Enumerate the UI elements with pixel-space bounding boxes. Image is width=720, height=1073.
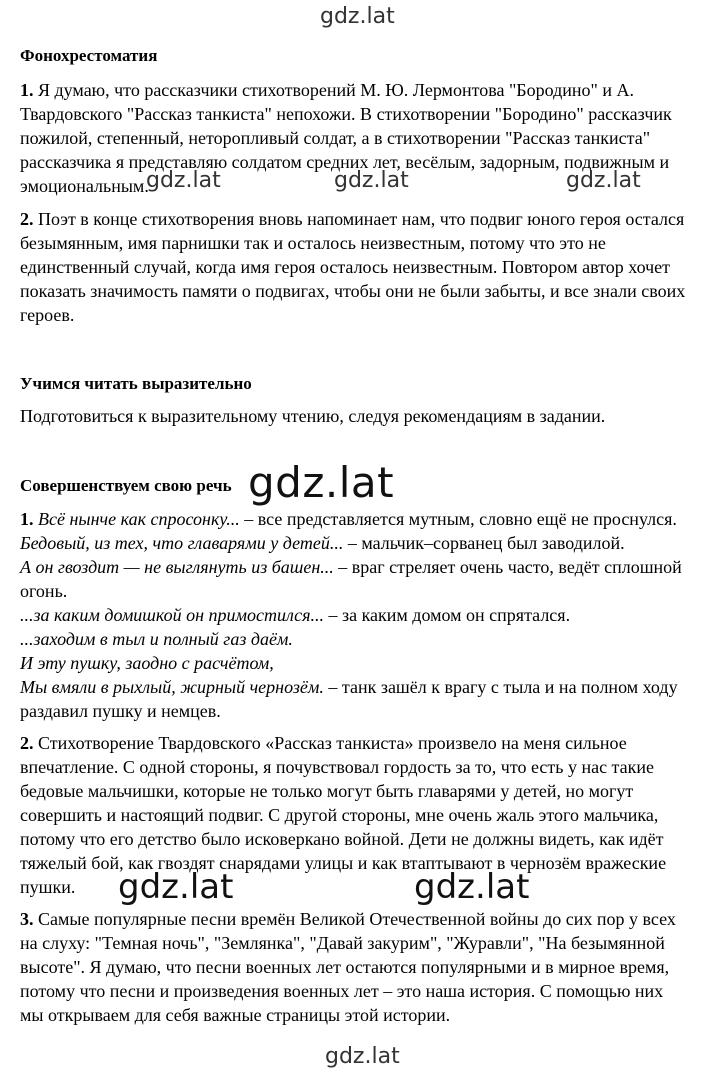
text-line: Стихотворение Твардовского «Рассказ танкиста» произвело на меня сильное <box>38 733 627 753</box>
reading-text <box>20 404 692 428</box>
section-heading-phono: Фонохрестоматия <box>20 46 158 65</box>
watermark: gdz.lat <box>334 168 409 193</box>
section-heading-speech: Совершенствуем свою речь <box>20 476 232 495</box>
text-line: пушки. <box>20 877 76 897</box>
quote-italic: Бедовый, из тех, что главарями у детей... <box>20 533 344 553</box>
text-line: потому что его детство было исковеркано войной. Дети не должны видеть, как идёт <box>20 829 664 849</box>
section-heading-reading: Учимся читать выразительно <box>20 374 252 393</box>
text-line: эмоциональным. <box>20 176 149 196</box>
quote-italic: ...заходим в тыл и полный газ даём. <box>20 629 293 649</box>
text-line: совершить и настоящий подвиг. С другой стороны, мне очень жаль этого мальчика, <box>20 805 659 825</box>
watermark: gdz.lat <box>414 867 530 907</box>
item-number: 2. <box>20 733 34 753</box>
speech-item-3 <box>20 907 692 1027</box>
text-line: тяжелый бой, как гвоздят снарядами улицы и как втаптывают в чернозём вражеские <box>20 853 667 873</box>
text-line: на слуху: "Темная ночь", "Землянка", "Давай закурим", "Журавли", "На безымянной <box>20 933 665 953</box>
text-line: Самые популярные песни времён Великой Отечественной войны до сих пор у всех <box>38 909 676 929</box>
item-number: 1. <box>20 509 34 529</box>
text-line: потому что песни и произведения военных лет – это наша история. С помощью них <box>20 981 664 1001</box>
quote-italic: А он гвоздит — не выглянуть из башен... <box>20 557 334 577</box>
item-number: 3. <box>20 909 34 929</box>
quote-italic: ...за каким домишкой он примостился... <box>20 605 324 625</box>
text-line: пожилой, степенный, неторопливый солдат, а в стихотворении "Рассказ танкиста" <box>20 128 651 148</box>
item-number: 2. <box>20 209 34 229</box>
quote-italic: Мы вмяли в рыхлый, жирный чернозём. <box>20 677 324 697</box>
watermark: gdz.lat <box>146 168 221 193</box>
watermark: gdz.lat <box>325 1044 400 1069</box>
phono-item-2 <box>20 207 692 327</box>
speech-item-1 <box>20 507 692 723</box>
text-line: показать значимость памяти о подвигах, чтобы они не были забыты, и все знали своих <box>20 281 686 301</box>
text-line: Я думаю, что рассказчики стихотворений М. Ю. Лермонтова "Бородино" и А. <box>38 80 635 100</box>
quote-italic: Всё нынче как спросонку... <box>38 509 240 529</box>
text-line: Твардовского "Рассказ танкиста" непохожи. В стихотворении "Бородино" рассказчик <box>20 104 672 124</box>
explanation-text: – танк зашёл к врагу с тыла и на полном ходу <box>323 677 678 697</box>
explanation-text: – за каким домом он спрятался. <box>323 605 571 625</box>
item-number: 1. <box>20 80 34 100</box>
explanation-text: раздавил пушку и немцев. <box>20 701 221 721</box>
explanation-text: – враг стреляет очень часто, ведёт сплошной <box>333 557 682 577</box>
text-line: Подготовиться к выразительному чтению, следуя рекомендациям в задании. <box>20 406 606 426</box>
text-line: Поэт в конце стихотворения вновь напоминает нам, что подвиг юного героя остался <box>38 209 685 229</box>
text-line: впечатление. С одной стороны, я почувствовал гордость за то, что есть у нас такие <box>20 757 654 777</box>
explanation-text: огонь. <box>20 581 68 601</box>
watermark: gdz.lat <box>248 458 395 507</box>
text-line: мы открываем для себя важные страницы этой истории. <box>20 1005 451 1025</box>
text-line: героев. <box>20 305 75 325</box>
text-line: единственный случай, когда имя героя осталось неизвестным. Повтором автор хочет <box>20 257 671 277</box>
watermark: gdz.lat <box>566 168 641 193</box>
explanation-text: – мальчик–сорванец был заводилой. <box>343 533 625 553</box>
text-line: бедовые мальчишки, которые не только могут быть главарями у детей, но могут <box>20 781 634 801</box>
watermark: gdz.lat <box>118 867 234 907</box>
quote-italic: И эту пушку, заодно с расчётом, <box>20 653 274 673</box>
watermark: gdz.lat <box>320 4 395 29</box>
text-line: рассказчика я представляю солдатом средних лет, весёлым, задорным, подвижным и <box>20 152 670 172</box>
text-line: высоте". Я думаю, что песни военных лет остаются популярными и в мирное время, <box>20 957 670 977</box>
explanation-text: – все представляется мутным, словно ещё не проснулся. <box>239 509 677 529</box>
text-line: безымянным, имя парнишки так и осталось неизвестным, потому что это не <box>20 233 606 253</box>
